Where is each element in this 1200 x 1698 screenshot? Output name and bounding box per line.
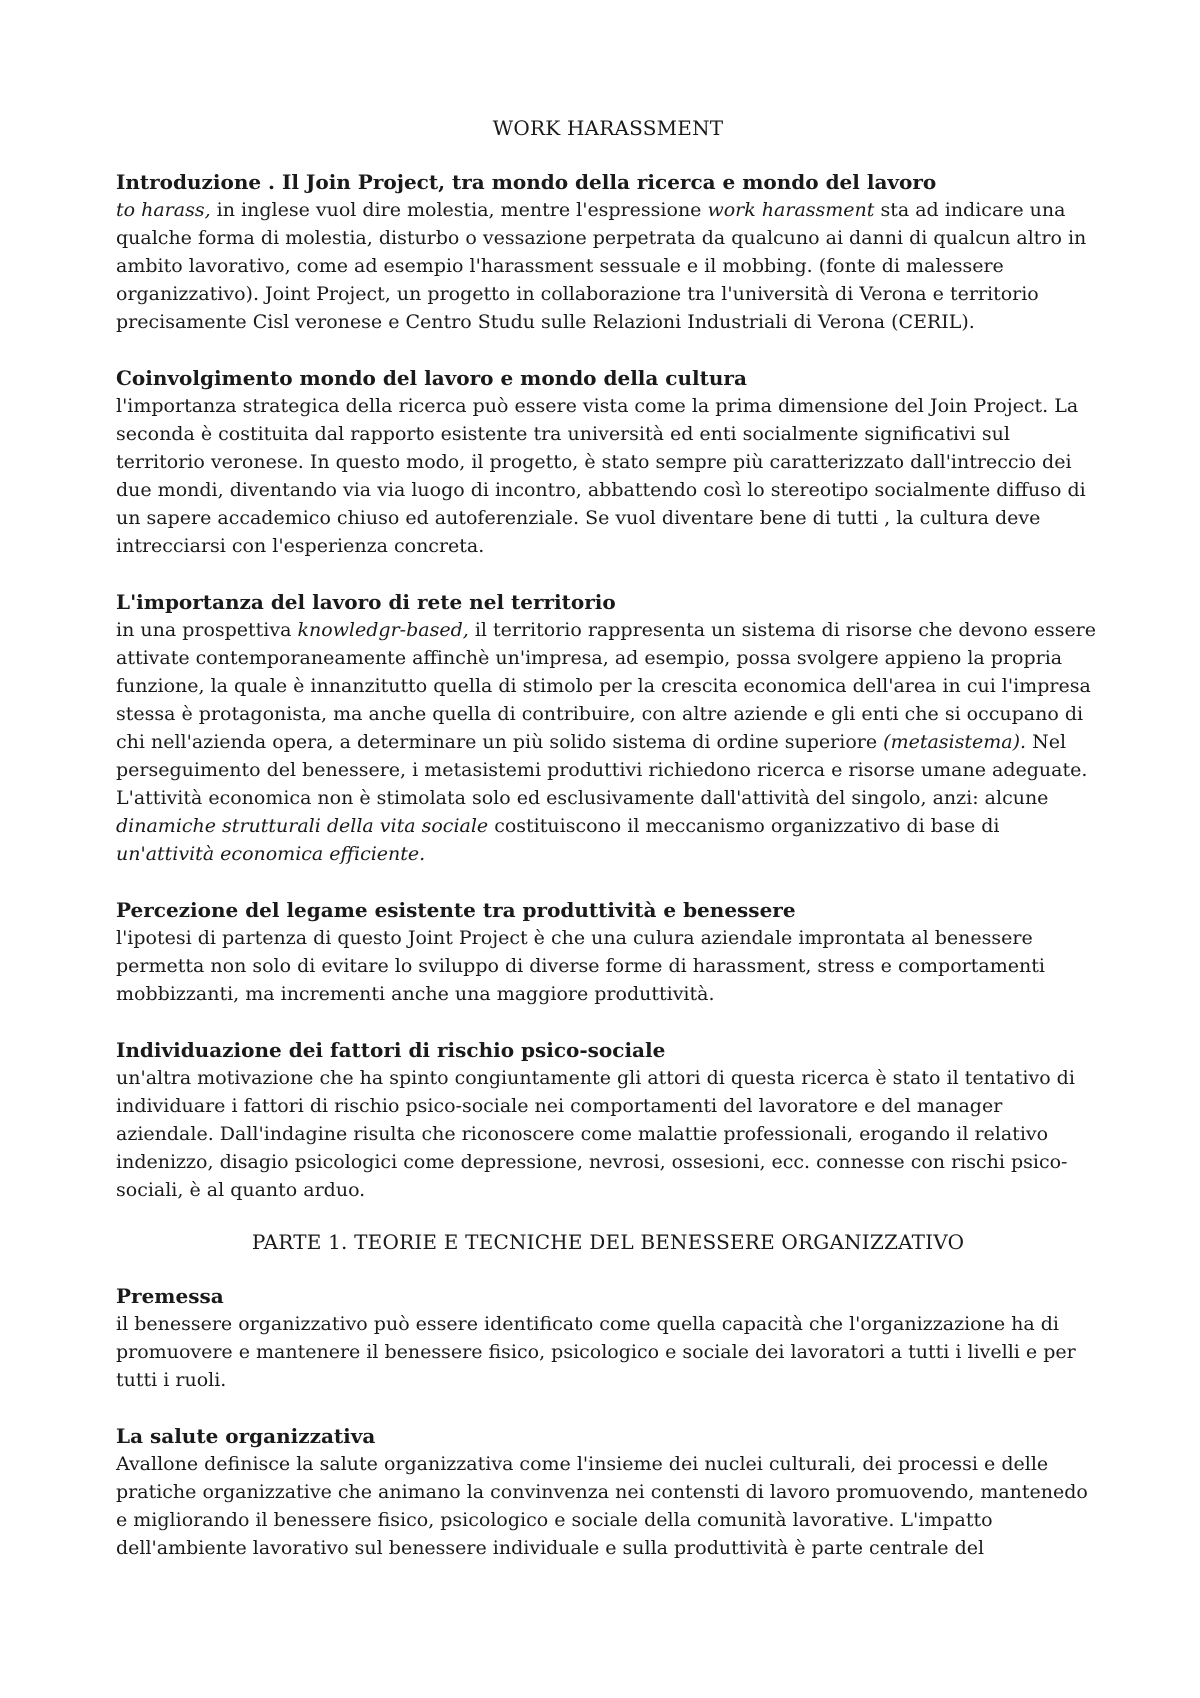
- section-paragraph: [116, 924, 1100, 1008]
- document-section: [116, 364, 1100, 560]
- text-run: il territorio rappresenta un sistema di risorse che devono essere attivate contemporaneamente affinchè un'impresa, ad esempio, possa svolgere appieno la propria funzione, la quale è innanzitutto quella di stimolo per la crescita economica dell'area in cui l'impresa stessa è protagonista, ma anche quella di contribuire, con altre aziende e gli enti che si occupano di chi nell'azienda opera, a determinare un più solido sistema di ordine superiore: [116, 619, 1097, 753]
- text-run: il benessere organizzativo può essere identificato come quella capacità che l'organizzazione ha di promuovere e mantenere il benessere fisico, psicologico e sociale dei lavoratori a tutti i livelli e per tutti i ruoli.: [116, 1313, 1076, 1391]
- italic-text-run: work harassment: [707, 199, 875, 221]
- section-heading: Premessa: [116, 1284, 224, 1308]
- section-heading: Introduzione . Il Join Project, tra mondo della ricerca e mondo del lavoro: [116, 170, 937, 194]
- italic-text-run: to harass,: [116, 199, 211, 221]
- part-one-sections: [116, 1282, 1100, 1562]
- text-run: Nel perseguimento del benessere, i metasistemi produttivi richiedono ricerca e risorse umane adeguate. L'attività economica non è stimolata solo ed esclusivamente dall'attività del singolo, anzi: alcune: [116, 731, 1088, 809]
- text-run: in una prospettiva: [116, 619, 298, 641]
- intro-sections: [116, 168, 1100, 1204]
- section-heading: Individuazione dei fattori di rischio psico-sociale: [116, 1038, 666, 1062]
- italic-text-run: un'attività economica efficiente.: [116, 843, 426, 865]
- italic-text-run: (metasistema).: [883, 731, 1027, 753]
- document-section: [116, 1036, 1100, 1204]
- section-heading: Coinvolgimento mondo del lavoro e mondo della cultura: [116, 366, 747, 390]
- section-heading: L'importanza del lavoro di rete nel territorio: [116, 590, 616, 614]
- italic-text-run: knowledgr-based,: [297, 619, 469, 641]
- text-run: costituiscono il meccanismo organizzativo di base di: [488, 815, 1000, 837]
- section-heading: Percezione del legame esistente tra produttività e benessere: [116, 898, 796, 922]
- text-run: l'importanza strategica della ricerca può essere vista come la prima dimensione del Join Project. La seconda è costituita dal rapporto esistente tra università ed enti socialmente significativi sul territorio veronese. In questo modo, il progetto, è stato sempre più caratterizzato dall'intreccio dei due mondi, diventando via via luogo di incontro, abbattendo così lo stereotipo socialmente diffuso di un sapere accademico chiuso ed autoferenziale. Se vuol diventare bene di tutti , la cultura deve intrecciarsi con l'esperienza concreta.: [116, 395, 1086, 557]
- section-paragraph: [116, 1310, 1100, 1394]
- part-title: PARTE 1. TEORIE E TECNICHE DEL BENESSERE ORGANIZZATIVO: [251, 1230, 965, 1254]
- text-run: Avallone definisce la salute organizzativa come l'insieme dei nuclei culturali, dei processi e delle pratiche organizzative che animano la convinvenza nei contensti di lavoro promuovendo, mantenedo e migliorando il benessere fisico, psicologico e sociale della comunità lavorative. L'impatto dell'ambiente lavorativo sul benessere individuale e sulla produttività è parte centrale del: [116, 1453, 1088, 1559]
- section-heading: La salute organizzativa: [116, 1424, 376, 1448]
- text-run: l'ipotesi di partenza di questo Joint Project è che una culura aziendale improntata al benessere permetta non solo di evitare lo sviluppo di diverse forme di harassment, stress e comportamenti mobbizzanti, ma incrementi anche una maggiore produttività.: [116, 927, 1045, 1005]
- document-section: [116, 1282, 1100, 1394]
- section-paragraph: [116, 1450, 1100, 1562]
- section-paragraph: [116, 392, 1100, 560]
- section-paragraph: [116, 616, 1100, 868]
- document-title: WORK HARASSMENT: [492, 116, 724, 140]
- document-section: [116, 168, 1100, 336]
- document-section: [116, 1422, 1100, 1562]
- text-run: sta ad indicare una qualche forma di molestia, disturbo o vessazione perpetrata da qualcuno ai danni di qualcun altro in ambito lavorativo, come ad esempio l'harassment sessuale e il mobbing. (fonte di malessere organizzativo). Joint Project, un progetto in collaborazione tra l'università di Verona e territorio precisamente Cisl veronese e Centro Studu sulle Relazioni Industriali di Verona (CERIL).: [116, 199, 1087, 333]
- document-section: [116, 896, 1100, 1008]
- section-paragraph: [116, 196, 1100, 336]
- text-run: un'altra motivazione che ha spinto congiuntamente gli attori di questa ricerca è stato il tentativo di individuare i fattori di rischio psico-sociale nei comportamenti del lavoratore e del manager aziendale. Dall'indagine risulta che riconoscere come malattie professionali, erogando il relativo indenizzo, disagio psicologici come depressione, nevrosi, ossesioni, ecc. connesse con rischi psico-sociali, è al quanto arduo.: [116, 1067, 1075, 1201]
- document-section: [116, 588, 1100, 868]
- section-paragraph: [116, 1064, 1100, 1204]
- italic-text-run: dinamiche strutturali della vita sociale: [116, 815, 489, 837]
- text-run: in inglese vuol dire molestia, mentre l'espressione: [210, 199, 708, 221]
